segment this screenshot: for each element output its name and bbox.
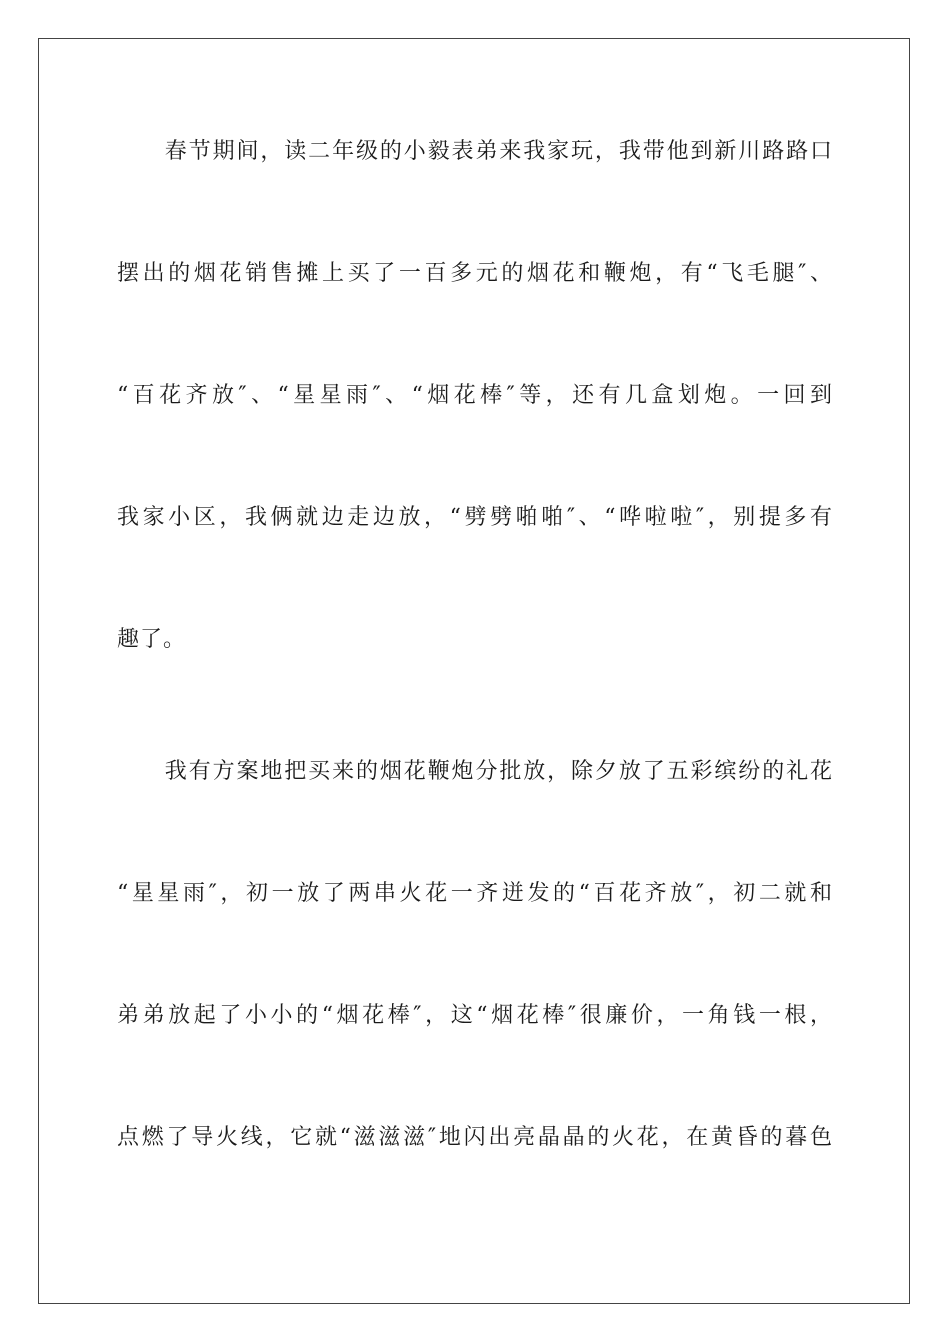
paragraph-1-line-1: 春节期间，读二年级的小毅表弟来我家玩，我带他到新川路路口 [117, 139, 833, 164]
paragraph-1-line-2: 摆出的烟花销售摊上买了一百多元的烟花和鞭炮，有“飞毛腿″、 [117, 261, 833, 286]
paragraph-2-line-1: 我有方案地把买来的烟花鞭炮分批放，除夕放了五彩缤纷的礼花 [117, 759, 833, 784]
paragraph-1-line-4: 我家小区，我俩就边走边放，“劈劈啪啪″、“哗啦啦″，别提多有 [117, 505, 833, 530]
paragraph-1-line-5: 趣了。 [117, 627, 187, 652]
paragraph-2-line-2: “星星雨″，初一放了两串火花一齐迸发的“百花齐放″，初二就和 [117, 881, 833, 906]
paragraph-2-line-3: 弟弟放起了小小的“烟花棒″，这“烟花棒″很廉价，一角钱一根， [117, 1003, 833, 1028]
paragraph-2-line-4: 点燃了导火线，它就“滋滋滋″地闪出亮晶晶的火花，在黄昏的暮色 [117, 1125, 833, 1150]
page-border [38, 38, 910, 1304]
paragraph-1-line-3: “百花齐放″、“星星雨″、“烟花棒″等，还有几盒划炮。一回到 [117, 383, 833, 408]
